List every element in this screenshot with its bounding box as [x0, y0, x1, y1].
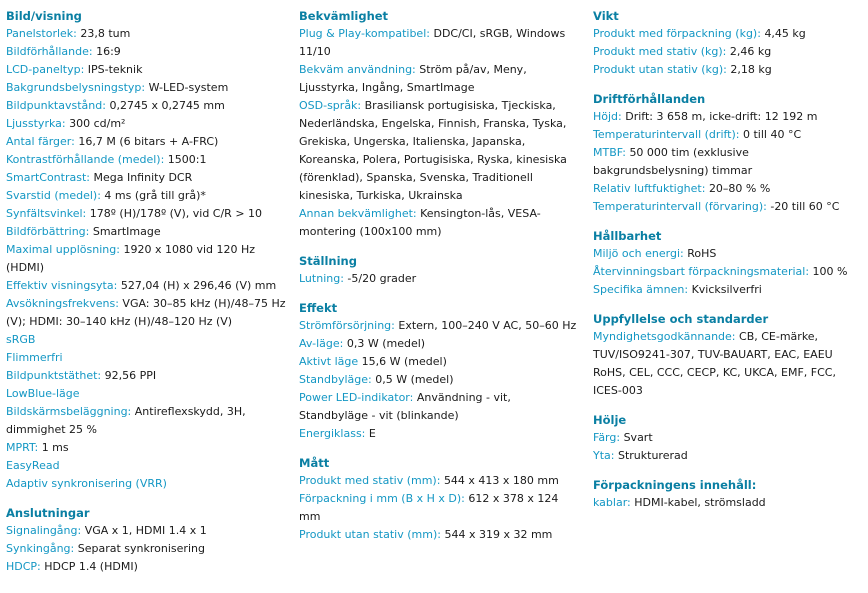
spec-label: SmartContrast: [6, 171, 90, 184]
spec-label: Maximal upplösning: [6, 243, 120, 256]
spec-value: HDMI-kabel, strömsladd [634, 496, 766, 509]
spec-value: 4,45 kg [764, 27, 806, 40]
spec-value: HDCP 1.4 (HDMI) [44, 560, 138, 573]
spec-label: Bildskärmsbeläggning: [6, 405, 132, 418]
section-bekvamlighet [299, 8, 582, 241]
spec-label: Återvinningsbart förpackningsmaterial: [593, 265, 810, 278]
spec-value: IPS-teknik [87, 63, 143, 76]
spec-label: Power LED-indikator: [299, 391, 414, 404]
spec-label: Aktivt läge [299, 355, 359, 368]
spec-value: 2,18 kg [730, 63, 772, 76]
spec-row [593, 198, 861, 216]
spec-row [299, 389, 582, 425]
spec-row [299, 97, 582, 205]
spec-value: Antireflexskydd, 3H, dimmighet 25 % [6, 405, 246, 436]
section-uppfyllelse-och-standarder [593, 311, 861, 400]
spec-value: Användning - vit, Standbyläge - vit (blinkande) [299, 391, 511, 422]
section-title: Hållbarhet [593, 229, 662, 243]
spec-label: kablar: [593, 496, 631, 509]
spec-row [593, 61, 861, 79]
spec-row [6, 97, 288, 115]
section-title: Bild/visning [6, 9, 82, 23]
spec-label: Flimmerfri [6, 351, 63, 364]
spec-row [593, 144, 861, 180]
spec-label: Produkt utan stativ (mm): [299, 528, 441, 541]
spec-label: Synkingång: [6, 542, 75, 555]
spec-label: Av-läge: [299, 337, 344, 350]
spec-value: 50 000 tim (exklusive bakgrundsbelysning) timmar [593, 146, 753, 177]
section-effekt [299, 300, 582, 443]
spec-value: 0,2745 x 0,2745 mm [109, 99, 225, 112]
spec-label: MPRT: [6, 441, 39, 454]
spec-row [6, 475, 288, 493]
spec-value: 612 x 378 x 124 mm [299, 492, 559, 523]
spec-row [299, 425, 582, 443]
section-title: Driftförhållanden [593, 92, 706, 106]
spec-value: 0 till 40 °C [743, 128, 802, 141]
section-holje [593, 412, 861, 465]
spec-value: 100 % [812, 265, 848, 278]
spec-value: Mega Infinity DCR [93, 171, 193, 184]
spec-value: CB, CE-märke, TUV/ISO9241-307, TUV-BAUART, EAC, EAEU RoHS, CEL, CCC, CECP, KC, UKCA, EMF, FCC, ICES-003 [593, 330, 836, 397]
spec-row [6, 205, 288, 223]
spec-label: Effektiv visningsyta: [6, 279, 118, 292]
spec-label: Avsökningsfrekvens: [6, 297, 119, 310]
spec-label: Ljusstyrka: [6, 117, 66, 130]
spec-row [6, 439, 288, 457]
spec-label: Strömförsörjning: [299, 319, 395, 332]
spec-value: 23,8 tum [80, 27, 131, 40]
spec-value: DDC/CI, sRGB, Windows 11/10 [299, 27, 566, 58]
spec-value: RoHS [687, 247, 717, 260]
spec-value: -5/20 grader [347, 272, 417, 285]
spec-row [593, 43, 861, 61]
spec-label: LowBlue-läge [6, 387, 80, 400]
section-vikt [593, 8, 861, 79]
spec-row [6, 522, 288, 540]
spec-row [6, 277, 288, 295]
spec-value: Extern, 100–240 V AC, 50–60 Hz [398, 319, 577, 332]
spec-row [6, 61, 288, 79]
section-hallbarhet [593, 228, 861, 299]
section-matt [299, 455, 582, 544]
spec-label: OSD-språk: [299, 99, 362, 112]
spec-row [299, 371, 582, 389]
spec-row [6, 349, 288, 367]
spec-value: W-LED-system [148, 81, 229, 94]
spec-row [299, 335, 582, 353]
spec-label: Synfältsvinkel: [6, 207, 87, 220]
spec-row [6, 151, 288, 169]
spec-label: Lutning: [299, 272, 344, 285]
spec-row [6, 540, 288, 558]
column-left [6, 8, 288, 588]
spec-value: Brasiliansk portugisiska, Tjeckiska, Nederländska, Engelska, Finnish, Franska, Tyska, Grekiska, Ungerska, Italienska, Japanska, Koreanska, Polera, Portugisiska, Ryska, kinesiska (förenklad), Spanska, Svenska, Traditionell kinesiska, Turkiska, Ukrainska [299, 99, 567, 202]
spec-label: Svarstid (medel): [6, 189, 101, 202]
section-title: Hölje [593, 413, 627, 427]
section-title: Uppfyllelse och standarder [593, 312, 769, 326]
spec-row [299, 526, 582, 544]
spec-value: 544 x 413 x 180 mm [443, 474, 559, 487]
spec-value: Svart [623, 431, 653, 444]
spec-label: Relativ luftfuktighet: [593, 182, 706, 195]
spec-label: Energiklass: [299, 427, 366, 440]
spec-row [6, 43, 288, 61]
spec-value: 16:9 [96, 45, 121, 58]
spec-row [593, 25, 861, 43]
spec-label: Kontrastförhållande (medel): [6, 153, 165, 166]
spec-value: VGA x 1, HDMI 1.4 x 1 [84, 524, 207, 537]
section-forpackningens-innehall [593, 477, 861, 512]
spec-label: Produkt utan stativ (kg): [593, 63, 727, 76]
spec-row [593, 245, 861, 263]
spec-row [299, 205, 582, 241]
spec-row [6, 241, 288, 277]
spec-label: Produkt med stativ (kg): [593, 45, 727, 58]
spec-value: VGA: 30–85 kHz (H)/48–75 Hz (V); HDMI: 30–140 kHz (H)/48–120 Hz (V) [6, 297, 286, 328]
spec-value: 92,56 PPI [104, 369, 157, 382]
spec-value: -20 till 60 °C [770, 200, 840, 213]
column-right [593, 8, 861, 524]
spec-label: sRGB [6, 333, 36, 346]
spec-row [6, 187, 288, 205]
spec-value: 20–80 % % [708, 182, 771, 195]
section-title: Effekt [299, 301, 338, 315]
spec-value: Drift: 3 658 m, icke-drift: 12 192 m [625, 110, 818, 123]
spec-row [299, 472, 582, 490]
spec-value: Kvicksilverfri [691, 283, 762, 296]
spec-label: Yta: [593, 449, 615, 462]
spec-value: 0,3 W (medel) [346, 337, 426, 350]
spec-label: Standbyläge: [299, 373, 372, 386]
spec-row [299, 61, 582, 97]
section-title: Mått [299, 456, 330, 470]
spec-row [593, 108, 861, 126]
spec-label: Höjd: [593, 110, 622, 123]
spec-label: Signalingång: [6, 524, 82, 537]
spec-row [593, 180, 861, 198]
spec-label: Bildförbättring: [6, 225, 90, 238]
spec-row [593, 328, 861, 400]
spec-label: Specifika ämnen: [593, 283, 689, 296]
section-title: Ställning [299, 254, 357, 268]
spec-row [6, 331, 288, 349]
spec-row [6, 223, 288, 241]
spec-row [299, 353, 582, 371]
spec-label: Myndighetsgodkännande: [593, 330, 736, 343]
spec-label: Bekväm användning: [299, 63, 416, 76]
spec-label: LCD-paneltyp: [6, 63, 85, 76]
spec-row [593, 447, 861, 465]
spec-label: Annan bekvämlighet: [299, 207, 417, 220]
spec-value: 1 ms [41, 441, 69, 454]
spec-row [593, 126, 861, 144]
spec-value: Separat synkronisering [77, 542, 205, 555]
spec-label: HDCP: [6, 560, 41, 573]
spec-row [299, 25, 582, 61]
section-stallning [299, 253, 582, 288]
spec-value: 1920 x 1080 vid 120 Hz (HDMI) [6, 243, 256, 274]
spec-label: Bildpunktavstånd: [6, 99, 106, 112]
spec-row [6, 385, 288, 403]
spec-row [6, 295, 288, 331]
section-title: Förpackningens innehåll: [593, 478, 757, 492]
spec-value: 1500:1 [167, 153, 207, 166]
spec-label: Temperaturintervall (förvaring): [593, 200, 767, 213]
spec-value: 16,7 M (6 bitars + A-FRC) [78, 135, 219, 148]
spec-row [6, 169, 288, 187]
spec-value: 15,6 W (medel) [361, 355, 447, 368]
spec-label: Panelstorlek: [6, 27, 77, 40]
spec-row [593, 281, 861, 299]
spec-row [593, 494, 861, 512]
spec-value: 300 cd/m² [69, 117, 126, 130]
spec-label: Bildförhållande: [6, 45, 93, 58]
spec-row [299, 270, 582, 288]
spec-row [593, 263, 861, 281]
spec-row [299, 490, 582, 526]
spec-label: Bildpunktstäthet: [6, 369, 102, 382]
spec-value: 544 x 319 x 32 mm [444, 528, 553, 541]
spec-label: Färg: [593, 431, 621, 444]
spec-label: Miljö och energi: [593, 247, 684, 260]
spec-row [6, 133, 288, 151]
spec-row [6, 558, 288, 576]
section-bild-visning [6, 8, 288, 493]
spec-row [6, 115, 288, 133]
spec-row [6, 403, 288, 439]
column-middle [299, 8, 582, 556]
spec-value: Kensington-lås, VESA-montering (100x100 mm) [299, 207, 541, 238]
section-title: Vikt [593, 9, 619, 23]
spec-label: Produkt med förpackning (kg): [593, 27, 761, 40]
spec-label: Plug & Play-kompatibel: [299, 27, 430, 40]
spec-label: Förpackning i mm (B x H x D): [299, 492, 465, 505]
spec-row [6, 457, 288, 475]
spec-label: EasyRead [6, 459, 60, 472]
spec-value: 4 ms (grå till grå)* [104, 189, 206, 202]
spec-label: Produkt med stativ (mm): [299, 474, 441, 487]
section-title: Anslutningar [6, 506, 90, 520]
spec-value: 527,04 (H) x 296,46 (V) mm [120, 279, 277, 292]
spec-value: E [368, 427, 376, 440]
section-anslutningar [6, 505, 288, 576]
spec-value: 0,5 W (medel) [375, 373, 454, 386]
spec-value: 178º (H)/178º (V), vid C/R > 10 [89, 207, 263, 220]
spec-row [593, 429, 861, 447]
section-driftforhallanden [593, 91, 861, 216]
section-title: Bekvämlighet [299, 9, 389, 23]
spec-value: 2,46 kg [729, 45, 772, 58]
spec-row [6, 25, 288, 43]
spec-label: MTBF: [593, 146, 626, 159]
spec-value: Strukturerad [617, 449, 688, 462]
spec-value: SmartImage [92, 225, 161, 238]
spec-label: Bakgrundsbelysningstyp: [6, 81, 146, 94]
spec-label: Antal färger: [6, 135, 75, 148]
spec-label: Adaptiv synkronisering (VRR) [6, 477, 167, 490]
spec-label: Temperaturintervall (drift): [593, 128, 740, 141]
spec-row [6, 79, 288, 97]
spec-row [6, 367, 288, 385]
spec-value: Ström på/av, Meny, Ljusstyrka, Ingång, SmartImage [299, 63, 527, 94]
spec-row [299, 317, 582, 335]
